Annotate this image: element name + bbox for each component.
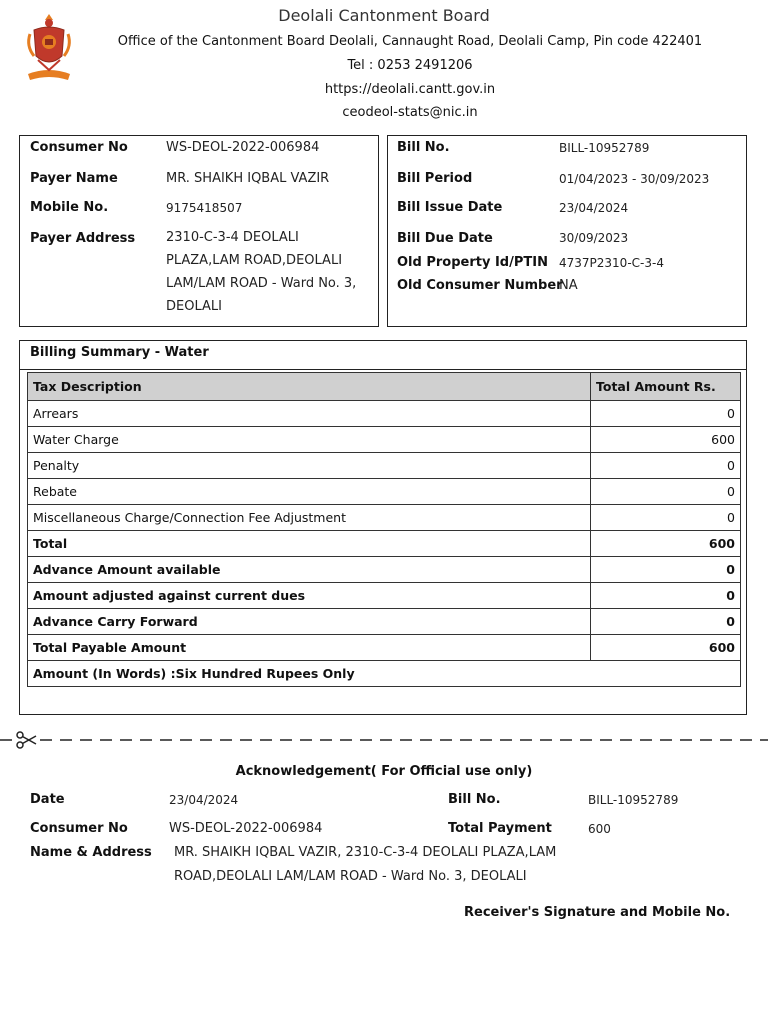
ack-bill-no-label: Bill No. bbox=[448, 792, 501, 807]
bill-no-value: BILL-10952789 bbox=[559, 141, 650, 155]
row-description: Total Payable Amount bbox=[28, 635, 591, 661]
scissors-icon bbox=[16, 731, 38, 749]
table-row bbox=[28, 557, 741, 583]
amount-in-words: Amount (In Words) :Six Hundred Rupees Only bbox=[28, 661, 741, 687]
row-description: Penalty bbox=[28, 453, 591, 479]
ack-name-address-line2: ROAD,DEOLALI LAM/LAM ROAD - Ward No. 3, DEOLALI bbox=[174, 869, 527, 884]
bill-no-label: Bill No. bbox=[397, 140, 450, 155]
table-row bbox=[28, 609, 741, 635]
table-row bbox=[28, 401, 741, 427]
row-amount: 0 bbox=[591, 401, 741, 427]
row-description: Miscellaneous Charge/Connection Fee Adjustment bbox=[28, 505, 591, 531]
ack-consumer-no-value: WS-DEOL-2022-006984 bbox=[169, 821, 323, 836]
ack-date-label: Date bbox=[30, 792, 65, 807]
ack-bill-no-value: BILL-10952789 bbox=[588, 793, 679, 807]
email-link[interactable]: ceodeol-stats@nic.in bbox=[342, 105, 478, 120]
acknowledgement-title: Acknowledgement( For Official use only) bbox=[235, 764, 533, 779]
row-description: Amount adjusted against current dues bbox=[28, 583, 591, 609]
tax-description-header: Tax Description bbox=[28, 373, 591, 401]
ack-name-address-line1: MR. SHAIKH IQBAL VAZIR, 2310-C-3-4 DEOLALI PLAZA,LAM bbox=[174, 845, 557, 860]
table-row bbox=[28, 427, 741, 453]
receiver-signature-label: Receiver's Signature and Mobile No. bbox=[464, 905, 731, 920]
row-amount: 600 bbox=[591, 531, 741, 557]
mobile-label: Mobile No. bbox=[30, 200, 109, 215]
old-consumer-number-label: Old Consumer Number bbox=[397, 278, 563, 293]
bill-due-date-label: Bill Due Date bbox=[397, 231, 493, 246]
payer-address-label: Payer Address bbox=[30, 231, 136, 246]
row-amount: 0 bbox=[591, 583, 741, 609]
ack-total-payment-label: Total Payment bbox=[448, 821, 552, 836]
bill-issue-date-value: 23/04/2024 bbox=[559, 201, 629, 215]
row-amount: 0 bbox=[591, 609, 741, 635]
bill-period-value: 01/04/2023 - 30/09/2023 bbox=[559, 172, 710, 186]
billing-summary-table bbox=[27, 372, 741, 687]
payer-name-label: Payer Name bbox=[30, 171, 118, 186]
old-property-id-value: 4737P2310-C-3-4 bbox=[559, 256, 664, 270]
table-row bbox=[28, 583, 741, 609]
row-amount: 0 bbox=[591, 453, 741, 479]
payer-address-value: 2310-C-3-4 DEOLALI PLAZA,LAM ROAD,DEOLALI LAM/LAM ROAD - Ward No. 3, DEOLALI bbox=[166, 230, 357, 314]
ack-total-payment-value: 600 bbox=[588, 822, 611, 836]
bill-issue-date-label: Bill Issue Date bbox=[397, 200, 503, 215]
row-amount: 0 bbox=[591, 557, 741, 583]
board-title: Deolali Cantonment Board bbox=[278, 6, 490, 25]
row-amount: 600 bbox=[591, 635, 741, 661]
row-description: Rebate bbox=[28, 479, 591, 505]
summary-divider bbox=[19, 369, 747, 370]
mobile-value: 9175418507 bbox=[166, 201, 243, 215]
row-description: Water Charge bbox=[28, 427, 591, 453]
cut-line bbox=[0, 733, 768, 747]
payer-name-value: MR. SHAIKH IQBAL VAZIR bbox=[166, 171, 330, 186]
consumer-no-label: Consumer No bbox=[30, 140, 128, 155]
row-description: Total bbox=[28, 531, 591, 557]
ack-date-value: 23/04/2024 bbox=[169, 793, 239, 807]
old-consumer-number-value: NA bbox=[559, 278, 578, 293]
row-description: Arrears bbox=[28, 401, 591, 427]
consumer-no-value: WS-DEOL-2022-006984 bbox=[166, 140, 320, 155]
old-property-id-label: Old Property Id/PTIN bbox=[397, 255, 548, 270]
table-header-row bbox=[28, 373, 741, 401]
table-row bbox=[28, 505, 741, 531]
total-payable-row bbox=[28, 635, 741, 661]
row-description: Advance Carry Forward bbox=[28, 609, 591, 635]
telephone: Tel : 0253 2491206 bbox=[347, 58, 473, 73]
total-row bbox=[28, 531, 741, 557]
ack-name-address-label: Name & Address bbox=[30, 845, 152, 860]
bill-due-date-value: 30/09/2023 bbox=[559, 231, 629, 245]
row-amount: 0 bbox=[591, 479, 741, 505]
amount-in-words-row bbox=[28, 661, 741, 687]
row-amount: 0 bbox=[591, 505, 741, 531]
total-amount-header: Total Amount Rs. bbox=[591, 373, 741, 401]
office-address: Office of the Cantonment Board Deolali, Cannaught Road, Deolali Camp, Pin code 422401 bbox=[117, 34, 703, 49]
website-link[interactable]: https://deolali.cantt.gov.in bbox=[324, 82, 496, 97]
table-row bbox=[28, 479, 741, 505]
row-amount: 600 bbox=[591, 427, 741, 453]
billing-summary-title: Billing Summary - Water bbox=[30, 345, 209, 360]
bill-period-label: Bill Period bbox=[397, 171, 473, 186]
table-row bbox=[28, 453, 741, 479]
ack-consumer-no-label: Consumer No bbox=[30, 821, 128, 836]
row-description: Advance Amount available bbox=[28, 557, 591, 583]
